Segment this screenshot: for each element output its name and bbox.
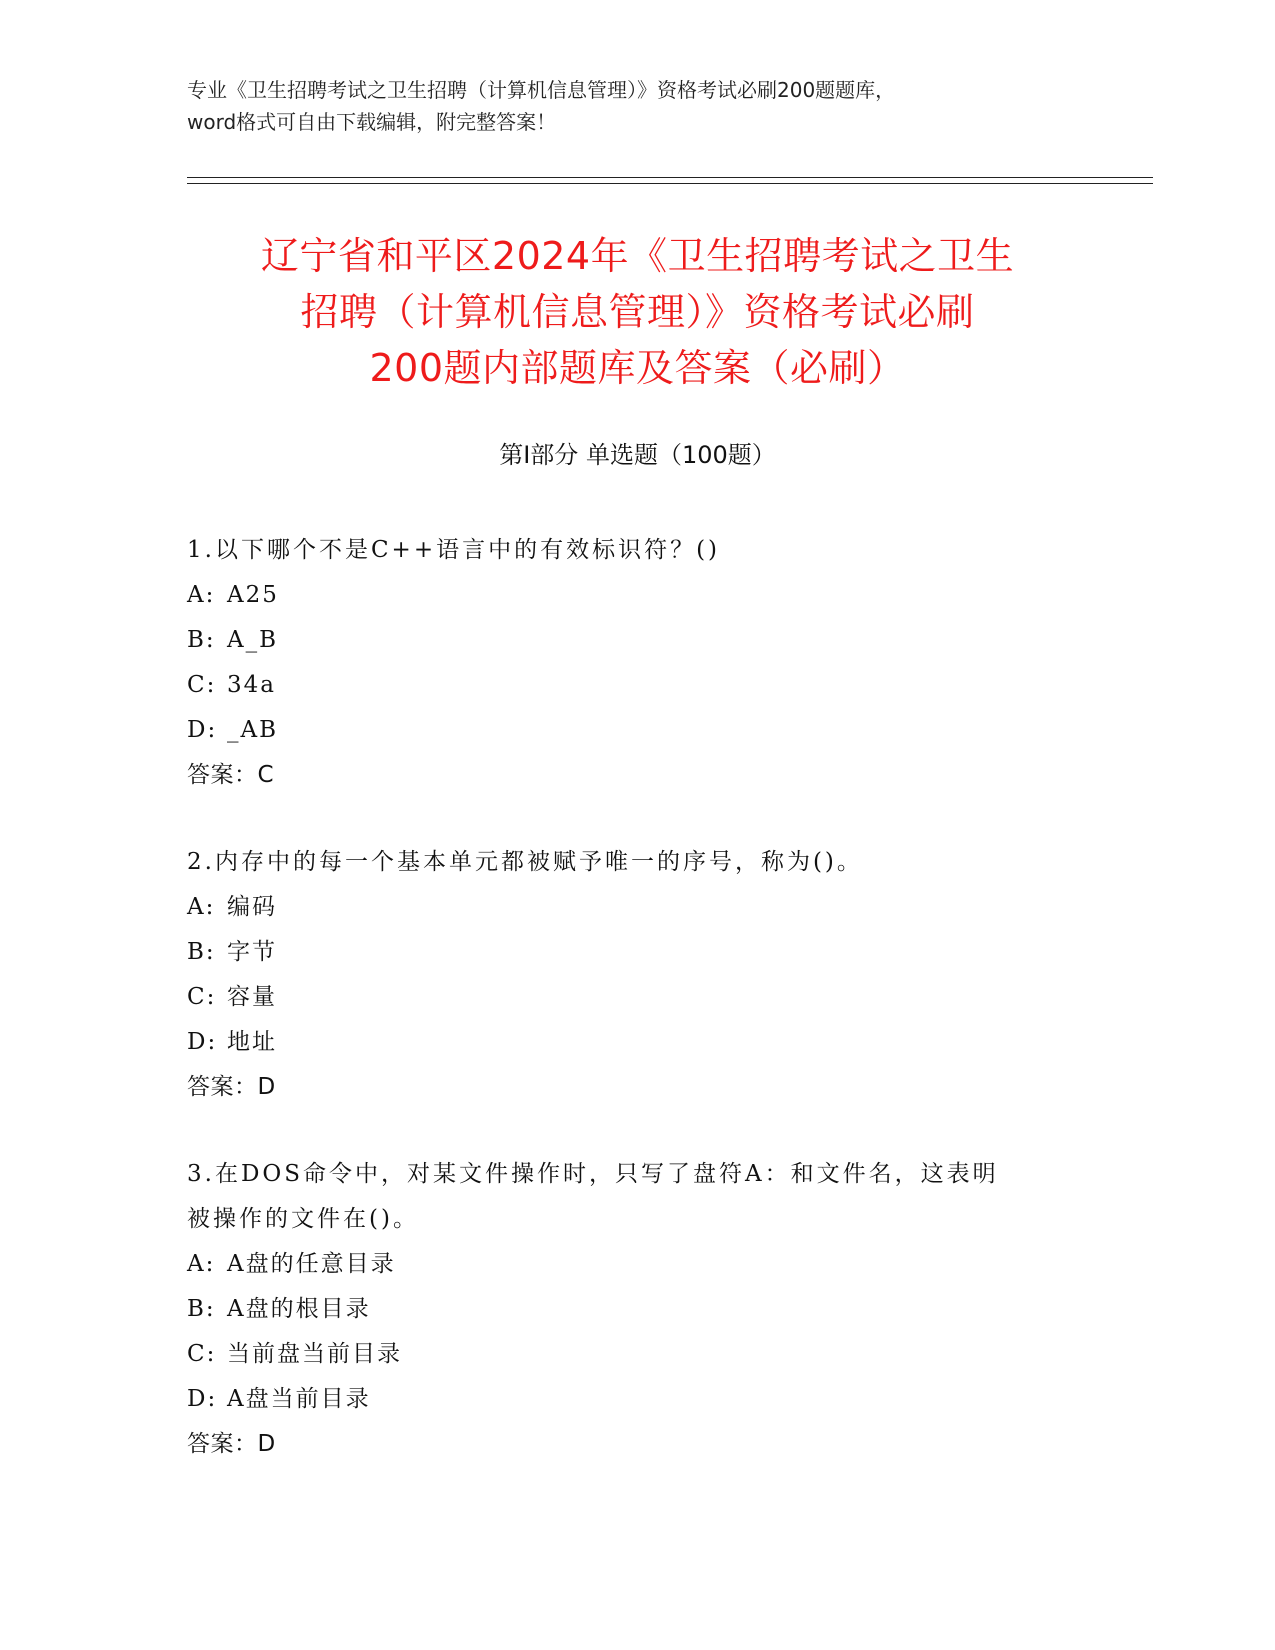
document-title-line-1: 辽宁省和平区2024年《卫生招聘考试之卫生 [260,234,1015,278]
answer-line: 答案：C [187,762,275,788]
option-b [187,1287,1087,1332]
question-text: 3.在DOS命令中，对某文件操作时，只写了盘符A：和文件名，这表明 [187,1161,999,1187]
option-key: B: [187,627,216,653]
question-list [187,528,1087,1509]
option-key: C: [187,1341,217,1367]
question-2 [187,840,1087,1110]
option-text: A_B [227,627,279,653]
option-key: B: [187,939,216,965]
question-3 [187,1152,1087,1467]
option-key: D: [187,1386,218,1412]
header-note [187,74,1087,138]
option-a [187,1242,1087,1287]
option-text: _AB [227,717,279,743]
option-key: C: [187,672,217,698]
header-divider-bottom [187,183,1153,184]
option-key: A: [187,1251,216,1277]
option-text: A盘的任意目录 [227,1251,396,1277]
option-text: 地址 [227,1029,277,1055]
option-b [187,618,1087,663]
document-title [150,228,1125,396]
question-text: 1.以下哪个不是C++语言中的有效标识符？() [187,537,721,563]
answer-line: 答案：D [187,1431,276,1457]
option-key: A: [187,894,216,920]
option-key: D: [187,1029,218,1055]
header-note-line-2: word格式可自由下载编辑，附完整答案！ [187,110,557,134]
section-heading: 第I部分 单选题（100题） [499,441,776,469]
header-divider-top [187,177,1153,178]
option-d [187,708,1087,753]
question-1 [187,528,1087,798]
option-text: A25 [227,582,279,608]
header-note-line-1: 专业《卫生招聘考试之卫生招聘（计算机信息管理）》资格考试必刷200题题库， [187,78,896,102]
option-key: D: [187,717,218,743]
question-text-continued: 被操作的文件在()。 [187,1206,419,1232]
option-key: A: [187,582,216,608]
option-text: 编码 [227,894,277,920]
answer-line: 答案：D [187,1074,276,1100]
option-text: 容量 [227,984,277,1010]
option-a [187,885,1087,930]
option-text: 字节 [227,939,277,965]
option-d [187,1020,1087,1065]
option-text: 当前盘当前目录 [227,1341,402,1367]
option-key: C: [187,984,217,1010]
option-text: 34a [227,672,276,698]
option-d [187,1377,1087,1422]
option-key: B: [187,1296,216,1322]
document-title-line-2: 招聘（计算机信息管理）》资格考试必刷 [300,290,975,334]
option-b [187,930,1087,975]
option-c [187,1332,1087,1377]
document-title-line-3: 200题内部题库及答案（必刷） [369,346,906,390]
option-c [187,975,1087,1020]
option-text: A盘的根目录 [227,1296,371,1322]
question-text: 2.内存中的每一个基本单元都被赋予唯一的序号，称为()。 [187,849,863,875]
option-c [187,663,1087,708]
option-a [187,573,1087,618]
option-text: A盘当前目录 [227,1386,371,1412]
